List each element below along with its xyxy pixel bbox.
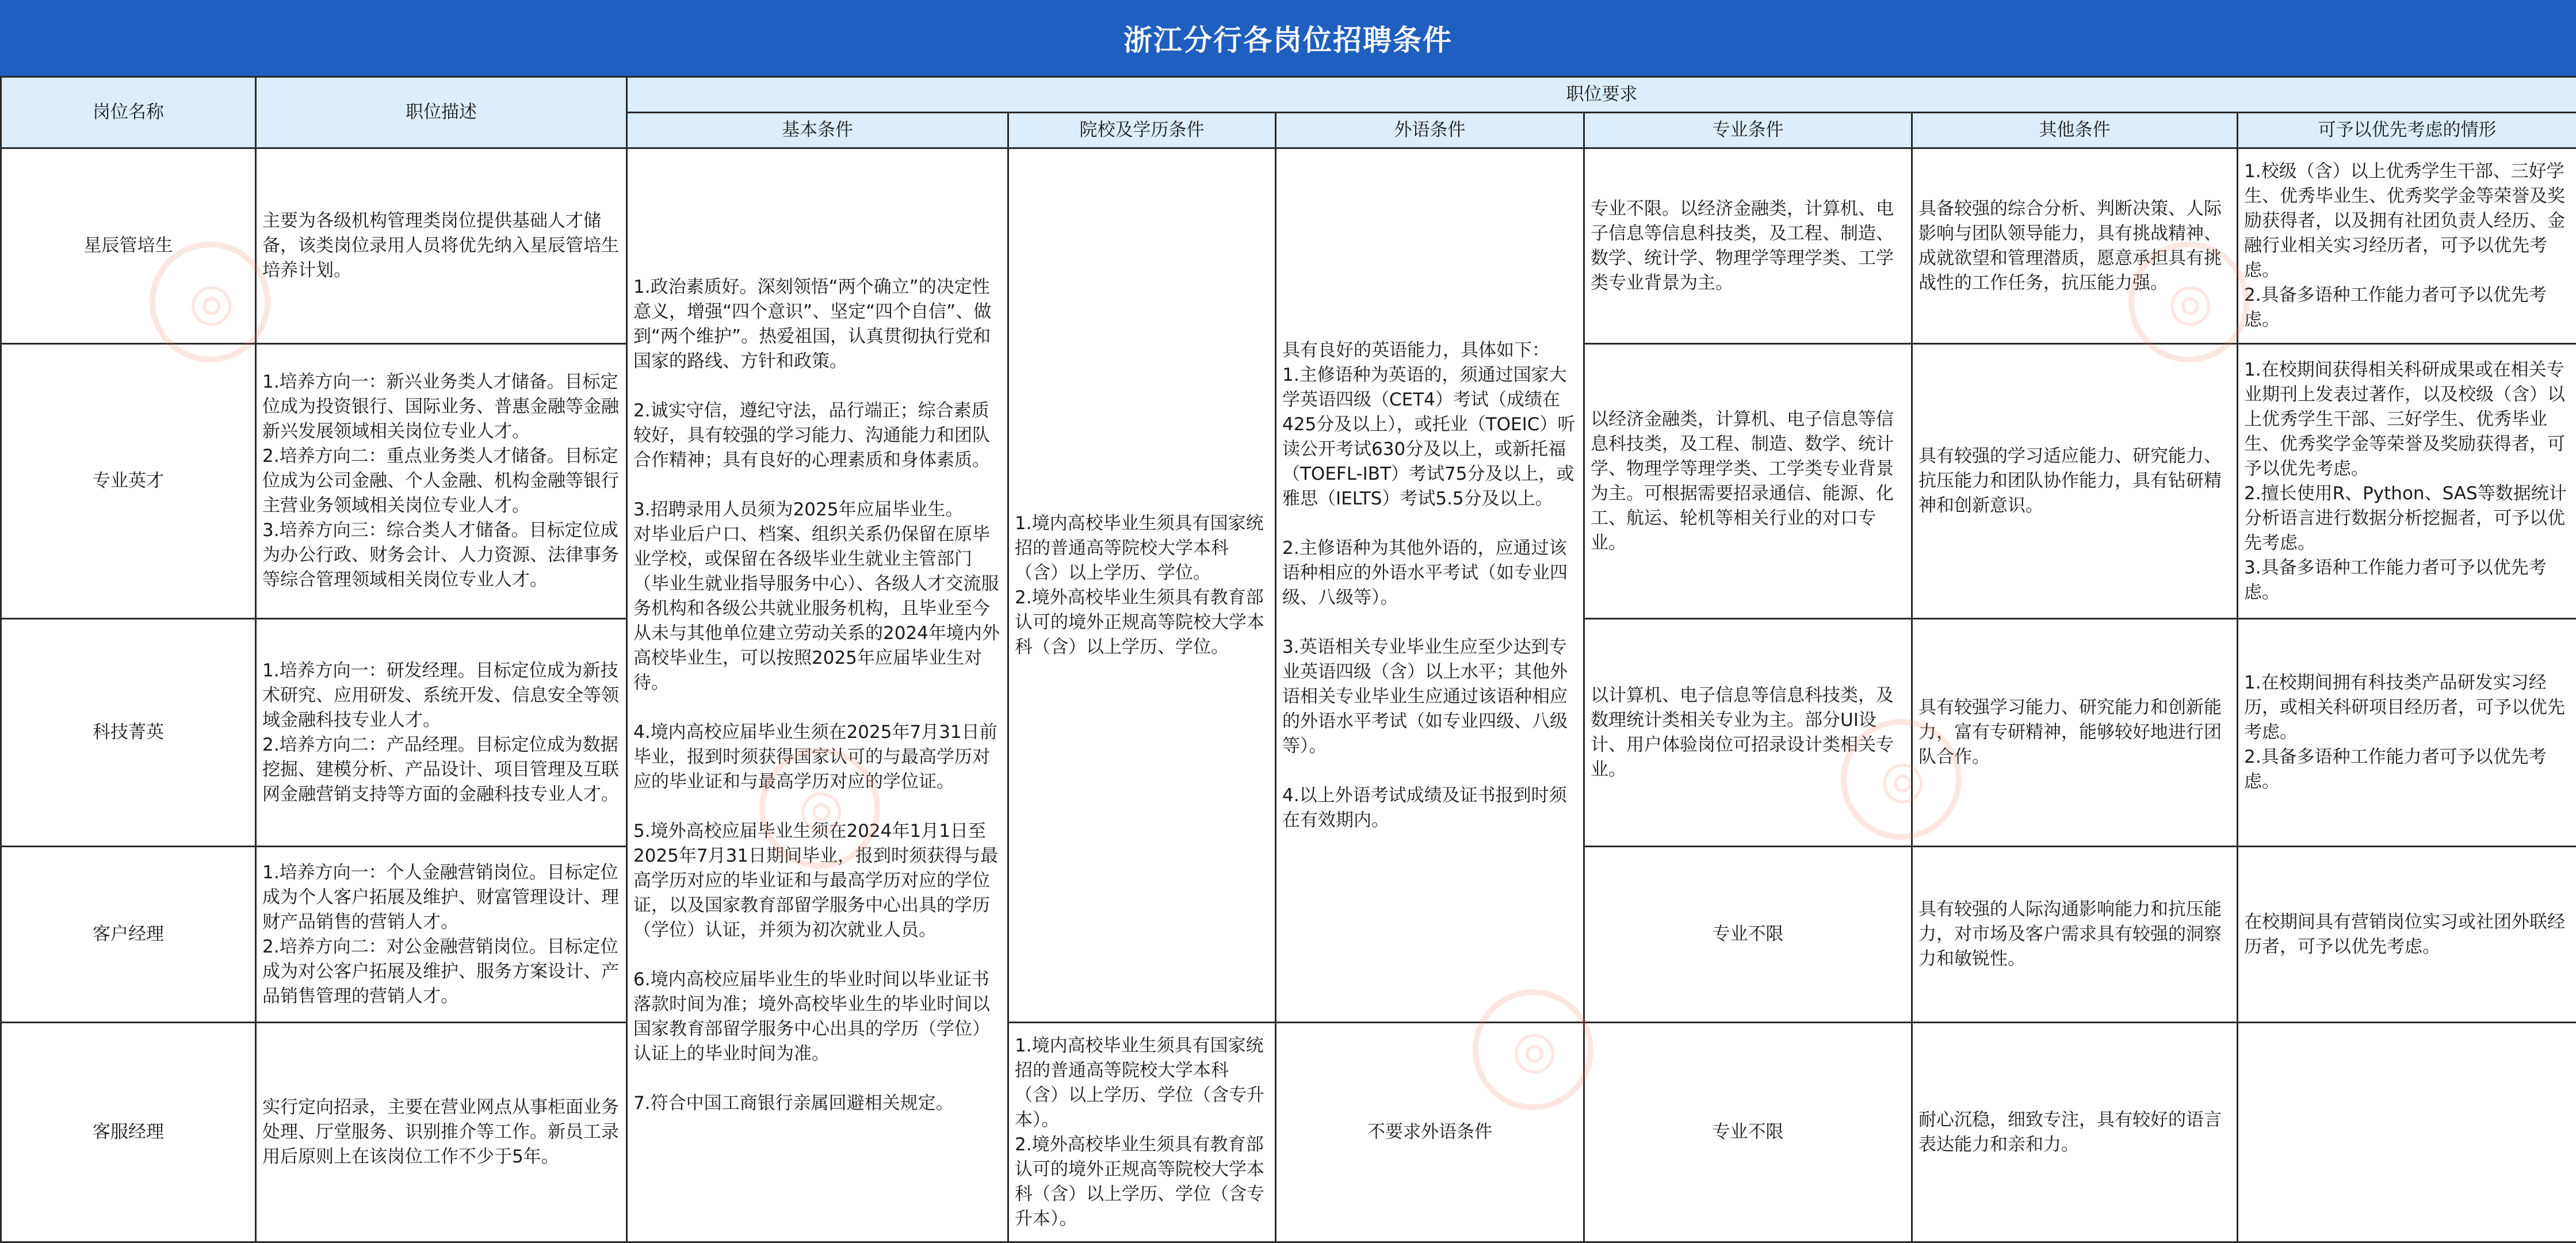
basic-conditions: 1.政治素质好。深刻领悟“两个确立”的决定性意义，增强“四个意识”、坚定“四个自信”、做到“两个维护”。热爱祖国，认真贯彻执行党和国家的路线、方针和政策。 2.诚实守信，遵纪守法，品行端正；综合素质较好，具有较强的学习能力、沟通能力和团队合作精神；具有良好的心理素质和身体素质。 3.招聘录用人员须为2025年应届毕业生。 对毕业后户口、档案、组织关系仍保留在原毕业学校，或保留在各级毕业生就业主管部门（毕业生就业指导服务中心）、各级人才交流服务机构和各级公共就业服务机构，且毕业至今从未与其他单位建立劳动关系的2024年境内外高校毕业生，可以按照2025年应届毕业生对待。 4.境内高校应届毕业生须在2025年7月31日前毕业，报到时须获得国家认可的与最高学历对应的毕业证和与最高学历对应的学位证。 5.境外高校应届毕业生须在2024年1月1日至2025年7月31日期间毕业，报到时须获得与最高学历对应的毕业证和与最高学历对应的学位证，以及国家教育部留学服务中心出具的学历（学位）认证，并须为初次就业人员。 6.境内高校应届毕业生的毕业时间以毕业证书落款时间为准；境外高校毕业生的毕业时间以国家教育部留学服务中心出具的学历（学位）认证上的毕业时间为准。 7.符合中国工商银行亲属回避相关规定。 [627, 148, 1008, 1242]
other-conditions: 具有较强学习能力、研究能力和创新能力，富有专研精神，能够较好地进行团队合作。 [1912, 619, 2238, 847]
language-conditions-general: 具有良好的英语能力，具体如下： 1.主修语种为英语的，须通过国家大学英语四级（CET4）考试（成绩在425分及以上），或托业（TOEIC）听读公开考试630分及以上，或新托福（TOEFL-IBT）考试75分及以上，或雅思（IELTS）考试5.5分及以上。 2.主修语种为其他外语的，应通过该语种相应的外语水平考试（如专业四级、八级等）。 3.英语相关专业毕业生应至少达到专业英语四级（含）以上水平；其他外语相关专业毕业生应通过该语种相应的外语水平考试（如专业四级、八级等）。 4.以上外语考试成绩及证书报到时须在有效期内。 [1276, 148, 1584, 1023]
job-description: 实行定向招录，主要在营业网点从事柜面业务处理、厅堂服务、识别推介等工作。新员工录用后原则上在该岗位工作不少于5年。 [256, 1023, 627, 1242]
watermark-logo: ◎ [2111, 224, 2266, 379]
header-requirements: 职位要求 [627, 77, 2576, 113]
position-name: 专业英才 [1, 344, 256, 619]
watermark-logo: ◎ [132, 224, 287, 379]
page-title: 浙江分行各岗位招聘条件 [0, 0, 2576, 76]
priority-conditions [2238, 1023, 2576, 1242]
job-description: 主要为各级机构管理类岗位提供基础人才储备，该类岗位录用人员将优先纳入星辰管培生培养计划。 [256, 148, 627, 344]
header-job-description: 职位描述 [256, 77, 627, 148]
header-basic: 基本条件 [627, 113, 1008, 148]
major-conditions: 以计算机、电子信息等信息科技类，及数理统计类相关专业为主。部分UI设计、用户体验岗位可招录设计类相关专业。 [1584, 619, 1912, 847]
watermark-logo: ◎ [1455, 972, 1610, 1127]
table-row [1, 148, 2576, 344]
table-row [1, 1023, 2576, 1242]
priority-conditions: 在校期间具有营销岗位实习或社团外联经历者，可予以优先考虑。 [2238, 847, 2576, 1023]
major-conditions: 以经济金融类，计算机、电子信息等信息科技类，及工程、制造、数学、统计学、物理学等理学类、工学类专业背景为主。可根据需要招录通信、能源、化工、航运、轮机等相关行业的对口专业。 [1584, 344, 1912, 619]
priority-conditions: 1.校级（含）以上优秀学生干部、三好学生、优秀毕业生、优秀奖学金等荣誉及奖励获得者，以及拥有社团负责人经历、金融行业相关实习经历者，可予以优先考虑。 2.具备多语种工作能力者可予以优先考虑。 [2238, 148, 2576, 344]
header-other: 其他条件 [1912, 113, 2238, 148]
school-conditions-general: 1.境内高校毕业生须具有国家统招的普通高等院校大学本科（含）以上学历、学位。 2.境外高校毕业生须具有教育部认可的境外正规高等院校大学本科（含）以上学历、学位。 [1008, 148, 1276, 1023]
other-conditions: 具有较强的学习适应能力、研究能力、抗压能力和团队协作能力，具有钻研精神和创新意识。 [1912, 344, 2238, 619]
header-school: 院校及学历条件 [1008, 113, 1276, 148]
priority-conditions: 1.在校期间拥有科技类产品研发实习经历，或相关科研项目经历者，可予以优先考虑。 2.具备多语种工作能力者可予以优先考虑。 [2238, 619, 2576, 847]
language-conditions-service: 不要求外语条件 [1276, 1023, 1584, 1242]
job-description: 1.培养方向一：个人金融营销岗位。目标定位成为个人客户拓展及维护、财富管理设计、理财产品销售的营销人才。 2.培养方向二：对公金融营销岗位。目标定位成为对公客户拓展及维护、服务方案设计、产品销售管理的营销人才。 [256, 847, 627, 1023]
header-major: 专业条件 [1584, 113, 1912, 148]
school-conditions-service: 1.境内高校毕业生须具有国家统招的普通高等院校大学本科（含）以上学历、学位（含专升本）。 2.境外高校毕业生须具有教育部认可的境外正规高等院校大学本科（含）以上学历、学位（含专升本）。 [1008, 1023, 1276, 1242]
position-name: 星辰管培生 [1, 148, 256, 344]
major-conditions: 专业不限 [1584, 847, 1912, 1023]
position-name: 客服经理 [1, 1023, 256, 1242]
job-description: 1.培养方向一：新兴业务类人才储备。目标定位成为投资银行、国际业务、普惠金融等金融新兴发展领域相关岗位专业人才。 2.培养方向二：重点业务类人才储备。目标定位成为公司金融、个人金融、机构金融等银行主营业务领域相关岗位专业人才。 3.培养方向三：综合类人才储备。目标定位成为办公行政、财务会计、人力资源、法律事务等综合管理领域相关岗位专业人才。 [256, 344, 627, 619]
job-description: 1.培养方向一：研发经理。目标定位成为新技术研究、应用研发、系统开发、信息安全等领域金融科技专业人才。 2.培养方向二：产品经理。目标定位成为数据挖掘、建模分析、产品设计、项目管理及互联网金融营销支持等方面的金融科技专业人才。 [256, 619, 627, 847]
watermark-logo: ◎ [1824, 702, 1978, 856]
other-conditions: 耐心沉稳，细致专注，具有较好的语言表达能力和亲和力。 [1912, 1023, 2238, 1242]
watermark-logo: ◎ [742, 730, 897, 885]
header-position-name: 岗位名称 [1, 77, 256, 148]
position-name: 客户经理 [1, 847, 256, 1023]
major-conditions: 专业不限 [1584, 1023, 1912, 1242]
other-conditions: 具有较强的人际沟通影响能力和抗压能力，对市场及客户需求具有较强的洞察力和敏锐性。 [1912, 847, 2238, 1023]
position-name: 科技菁英 [1, 619, 256, 847]
recruitment-table [0, 76, 2576, 1243]
header-priority: 可予以优先考虑的情形 [2238, 113, 2576, 148]
major-conditions: 专业不限。以经济金融类，计算机、电子信息等信息科技类，及工程、制造、数学、统计学、物理学等理学类、工学类专业背景为主。 [1584, 148, 1912, 344]
priority-conditions: 1.在校期间获得相关科研成果或在相关专业期刊上发表过著作，以及校级（含）以上优秀学生干部、三好学生、优秀毕业生、优秀奖学金等荣誉及奖励获得者，可予以优先考虑。 2.擅长使用R、Python、SAS等数据统计分析语言进行数据分析挖掘者，可予以优先考虑。 3.具备多语种工作能力者可予以优先考虑。 [2238, 344, 2576, 619]
header-language: 外语条件 [1276, 113, 1584, 148]
other-conditions: 具备较强的综合分析、判断决策、人际影响与团队领导能力，具有挑战精神、成就欲望和管理潜质，愿意承担具有挑战性的工作任务，抗压能力强。 [1912, 148, 2238, 344]
